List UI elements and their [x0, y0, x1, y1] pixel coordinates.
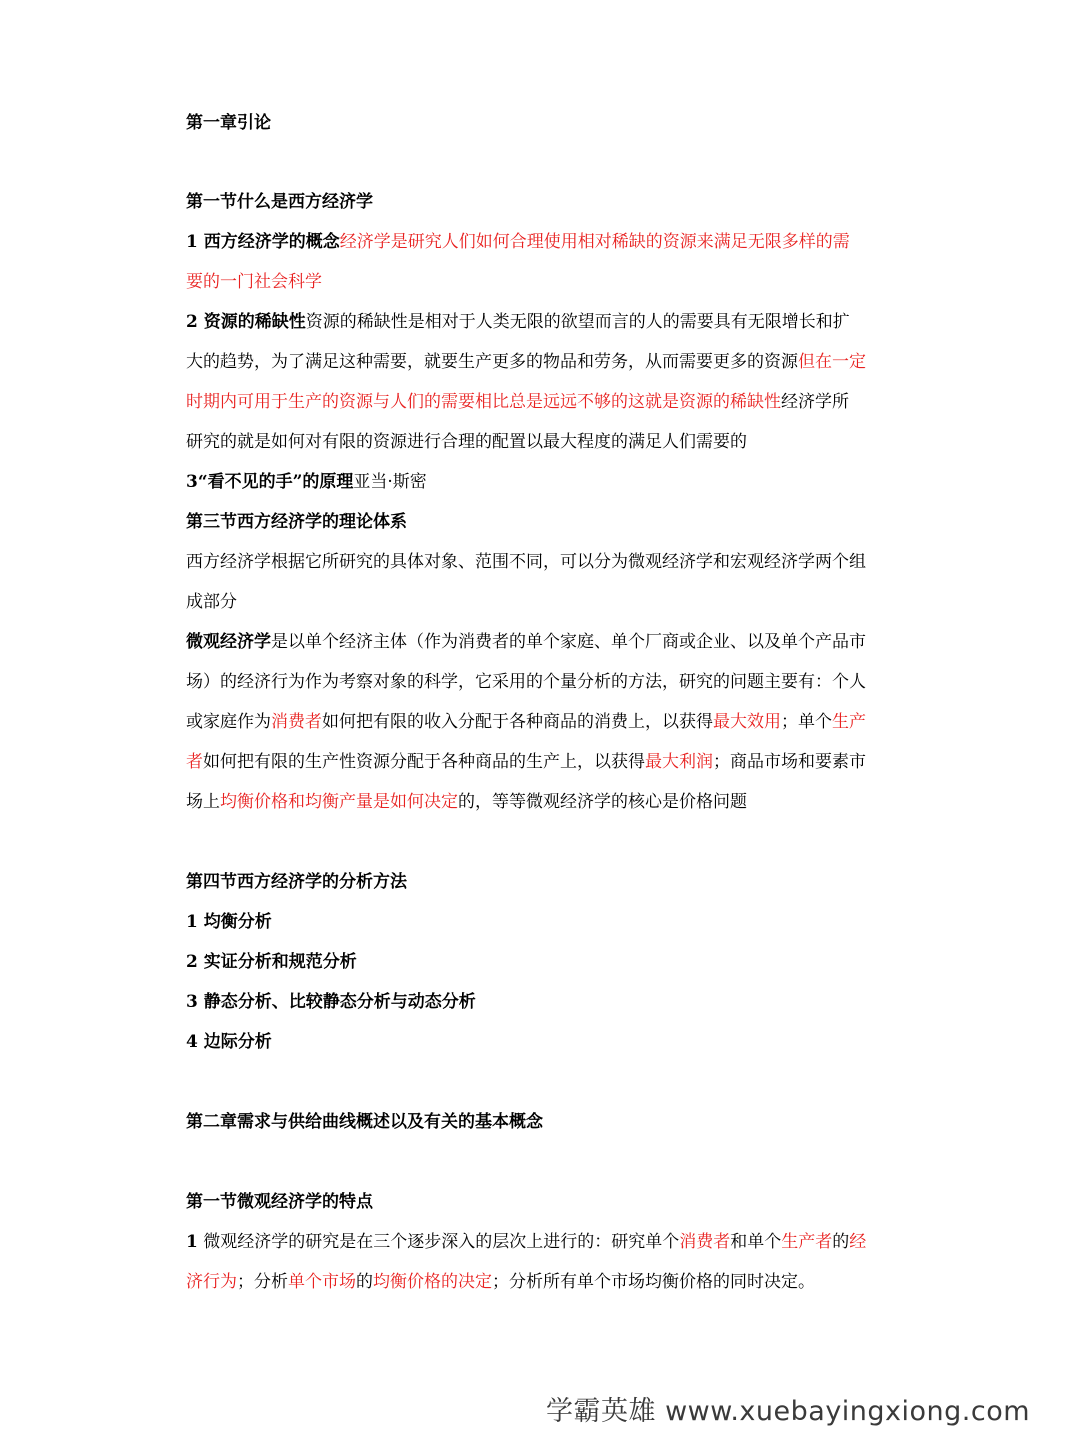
micro-label: 微观经济学	[186, 632, 271, 652]
micro-text: 如何把有限的收入分配于各种商品的消费上，以获得	[322, 712, 713, 732]
micro-line-5	[186, 790, 898, 814]
micro-line-3	[186, 710, 898, 734]
micro-highlight: 最大利润	[645, 752, 713, 772]
method-item: 4 边际分析	[186, 1032, 272, 1052]
section-1-title: 第一节什么是西方经济学	[186, 192, 373, 212]
item-1-line-2: 要的一门社会科学	[186, 272, 322, 292]
section-3-title: 第三节西方经济学的理论体系	[186, 512, 407, 532]
micro-text: 的，等等微观经济学的核心是价格问题	[458, 792, 747, 812]
site-watermark: 学霸英雄 www.xuebayingxiong.com	[546, 1396, 1031, 1427]
ch2-item-1-text: ；分析	[237, 1272, 288, 1292]
micro-highlight: 者	[186, 752, 203, 772]
item-3-line	[186, 470, 898, 494]
ch2-item-1-highlight: 生产者	[781, 1232, 833, 1252]
ch2-item-1-text: 微观经济学的研究是在三个逐步深入的层次上进行的：研究单个	[197, 1232, 680, 1252]
ch2-item-1-label: 1	[186, 1232, 198, 1252]
item-2-text: 资源的稀缺性是相对于人类无限的欲望而言的人的需要具有无限增长和扩	[305, 312, 850, 332]
micro-line-2: 场）的经济行为作为考察对象的科学，它采用的个量分析的方法，研究的问题主要有：个人	[186, 672, 866, 692]
ch2-item-1-text: 的	[356, 1272, 373, 1292]
item-2-text: 经济学所	[781, 392, 849, 412]
ch2-item-1-highlight: 消费者	[679, 1232, 731, 1252]
micro-line-4	[186, 750, 898, 774]
section-4-title: 第四节西方经济学的分析方法	[186, 872, 407, 892]
micro-text: 或家庭作为	[186, 712, 271, 732]
section-3-paragraph-line-1: 西方经济学根据它所研究的具体对象、范围不同，可以分为微观经济学和宏观经济学两个组	[186, 552, 866, 572]
micro-highlight: 消费者	[271, 712, 322, 732]
item-2-line-1	[186, 310, 898, 334]
ch2-item-1-line-1	[186, 1230, 898, 1254]
item-1-line-1	[186, 230, 898, 254]
ch2-item-1-highlight: 经	[849, 1232, 867, 1252]
item-1-label: 1 西方经济学的概念	[186, 232, 340, 252]
micro-text: 场上	[186, 792, 220, 812]
ch2-item-1-highlight: 济行为	[186, 1272, 237, 1292]
item-3-label: 3“看不见的手”的原理	[186, 472, 354, 492]
micro-highlight: 均衡价格和均衡产量是如何决定	[220, 792, 458, 812]
item-2-line-3	[186, 390, 898, 414]
item-2-line-4: 研究的就是如何对有限的资源进行合理的配置以最大程度的满足人们需要的	[186, 432, 747, 452]
ch2-item-1-text: ；分析所有单个市场均衡价格的同时决定。	[492, 1272, 815, 1292]
chapter-1-heading: 第一章引论	[186, 113, 271, 133]
item-1-definition: 经济学是研究人们如何合理使用相对稀缺的资源来满足无限多样的需	[339, 232, 850, 252]
item-2-label: 2 资源的稀缺性	[186, 312, 306, 332]
item-2-text: 大的趋势，为了满足这种需要，就要生产更多的物品和劳务，从而需要更多的资源	[186, 352, 798, 372]
ch2-section-1-title: 第一节微观经济学的特点	[186, 1192, 373, 1212]
method-item: 3 静态分析、比较静态分析与动态分析	[186, 992, 476, 1012]
micro-line-1	[186, 630, 898, 654]
ch2-item-1-highlight: 均衡价格的决定	[373, 1272, 492, 1292]
ch2-item-1-line-2	[186, 1270, 898, 1294]
chapter-2-heading: 第二章需求与供给曲线概述以及有关的基本概念	[186, 1112, 543, 1132]
micro-text: ；单个	[781, 712, 832, 732]
item-2-line-2	[186, 350, 898, 374]
section-3-paragraph-line-2: 成部分	[186, 592, 237, 612]
item-2-highlight: 时期内可用于生产的资源与人们的需要相比总是远远不够的这就是资源的稀缺性	[186, 392, 781, 412]
ch2-item-1-text: 和单个	[730, 1232, 782, 1252]
micro-text: 是以单个经济主体（作为消费者的单个家庭、单个厂商或企业、以及单个产品市	[271, 632, 866, 652]
method-item: 2 实证分析和规范分析	[186, 952, 357, 972]
micro-highlight: 最大效用	[713, 712, 781, 732]
micro-highlight: 生产	[832, 712, 866, 732]
micro-text: ；商品市场和要素市	[713, 752, 866, 772]
ch2-item-1-text: 的	[832, 1232, 850, 1252]
item-3-text: 亚当·斯密	[353, 472, 427, 492]
method-item: 1 均衡分析	[186, 912, 272, 932]
ch2-item-1-highlight: 单个市场	[288, 1272, 356, 1292]
item-2-highlight: 但在一定	[798, 352, 866, 372]
micro-text: 如何把有限的生产性资源分配于各种商品的生产上，以获得	[203, 752, 645, 772]
